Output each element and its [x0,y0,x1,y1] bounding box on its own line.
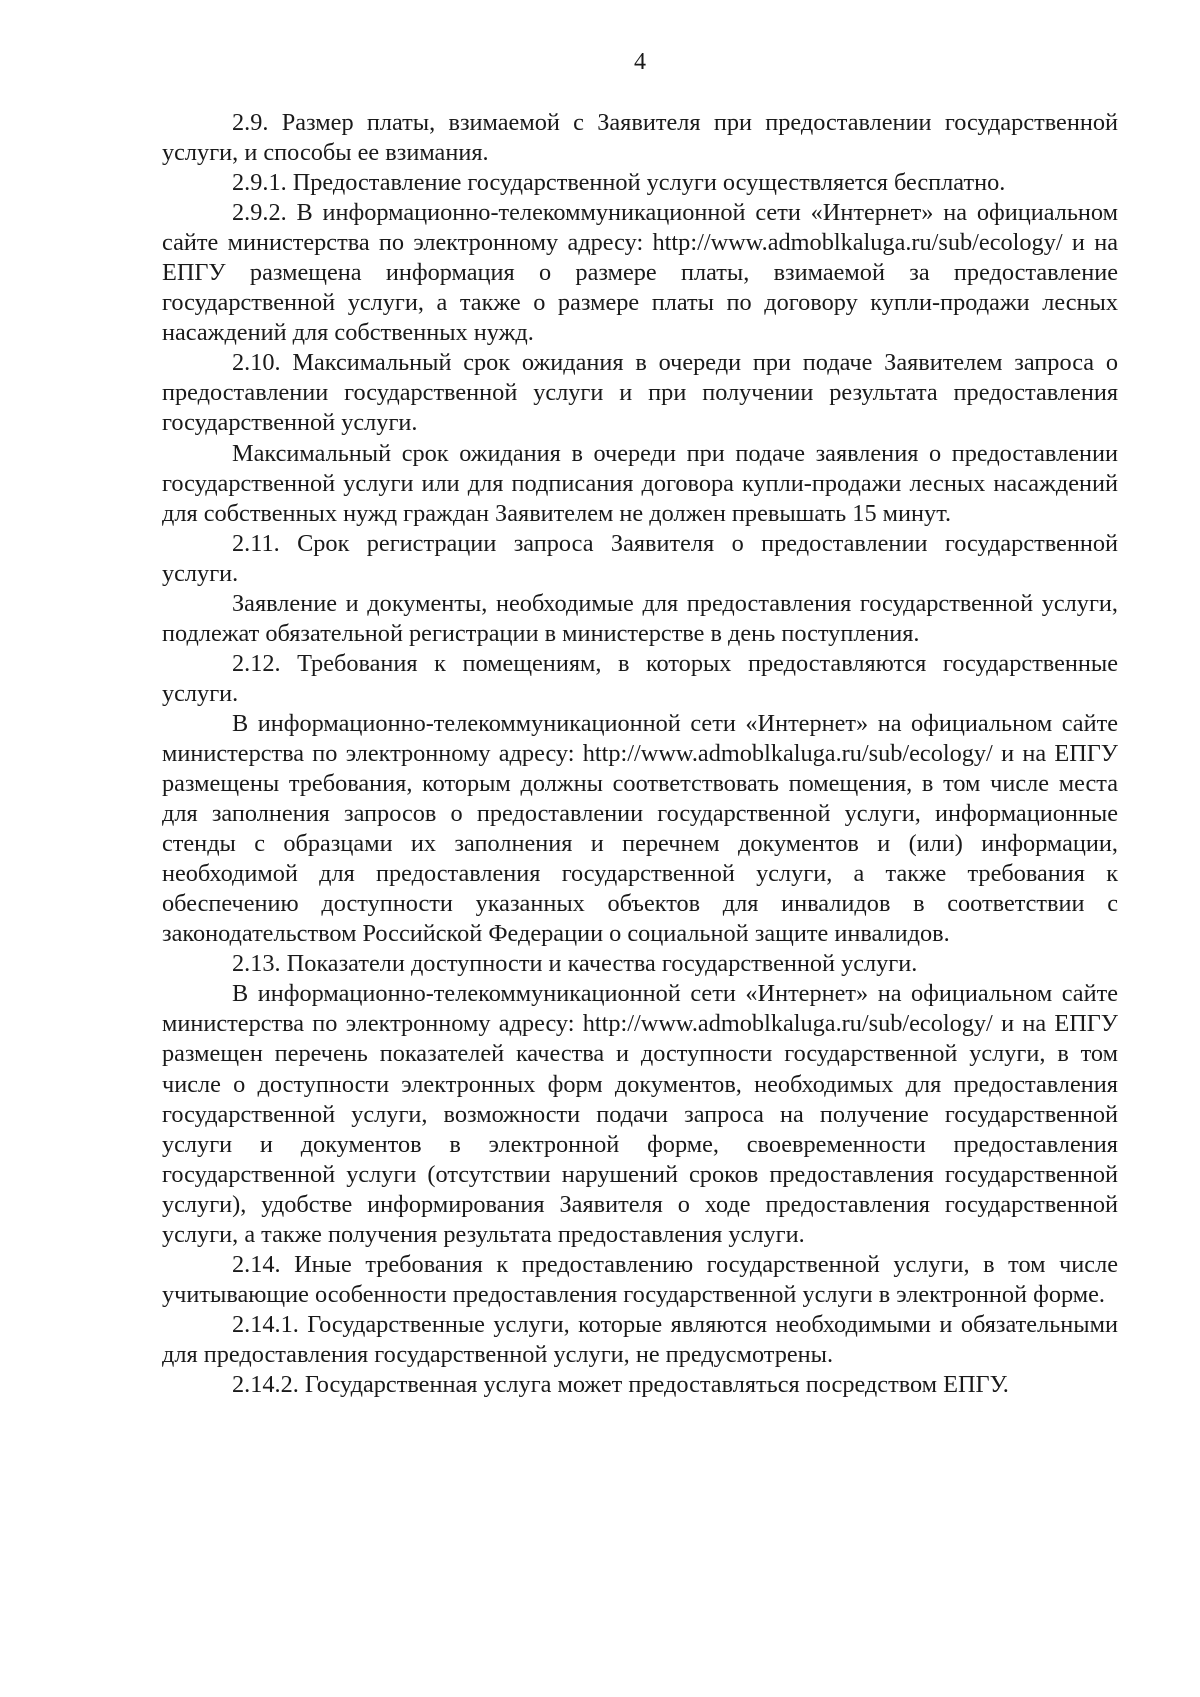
paragraph-2-11-text: Заявление и документы, необходимые для предоставления государственной услуги, подлежат обязательной регистрации в министерстве в день поступления. [162,589,1118,647]
paragraph-2-14-2: 2.14.2. Государственная услуга может предоставляться посредством ЕПГУ. [232,1370,1009,1398]
paragraph-2-14-1: 2.14.1. Государственные услуги, которые являются необходимыми и обязательными для предоставления государственной услуги, не предусмотрены. [162,1310,1118,1368]
paragraph-2-14: 2.14. Иные требования к предоставлению государственной услуги, в том числе учитывающие особенности предоставления государственной услуги в электронной форме. [162,1250,1118,1308]
paragraph-2-12: 2.12. Требования к помещениям, в которых предоставляются государственные услуги. [162,649,1118,707]
paragraph-2-12-text: В информационно-телекоммуникационной сети «Интернет» на официальном сайте министерства по электронному адресу: http://www.admoblkaluga.ru/sub/ecology/ и на ЕПГУ размещены требования, которым должны соответствовать помещения, в том числе места для заполнения запросов о предоставлении государственной услуги, информационные стенды с образцами их заполнения и перечнем документов и (или) информации, необходимой для предоставления государственной услуги, а также требования к обеспечению доступности указанных объектов для инвалидов в соответствии с законодательством Российской Федерации о социальной защите инвалидов. [162,709,1118,948]
paragraph-2-9: 2.9. Размер платы, взимаемой с Заявителя при предоставлении государственной услуги, и способы ее взимания. [162,109,1118,167]
paragraph-2-13-text: В информационно-телекоммуникационной сети «Интернет» на официальном сайте министерства по электронному адресу: http://www.admoblkaluga.ru/sub/ecology/ и на ЕПГУ размещен перечень показателей качества и доступности государственной услуги, в том числе о доступности электронных форм документов, необходимых для предоставления государственной услуги, возможности подачи запроса на получение государственной услуги и документов в электронной форме, своевременности предоставления государственной услуги (отсутствии нарушений сроков предоставления государственной услуги), удобстве информирования Заявителя о ходе предоставления государственной услуги, а также получения результата предоставления услуги. [162,980,1118,1248]
paragraph-2-13: 2.13. Показатели доступности и качества государственной услуги. [232,950,918,978]
paragraph-2-9-2: 2.9.2. В информационно-телекоммуникационной сети «Интернет» на официальном сайте министерства по электронному адресу: http://www.admoblkaluga.ru/sub/ecology/ и на ЕПГУ размещена информация о размере платы, взимаемой за предоставление государственной услуги, а также о размере платы по договору купли-продажи лесных насаждений для собственных нужд. [162,199,1118,347]
paragraph-2-10-text: Максимальный срок ожидания в очереди при подаче заявления о предоставлении государственной услуги или для подписания договора купли-продажи лесных насаждений для собственных нужд граждан Заявителем не должен превышать 15 минут. [162,439,1118,527]
document-body [162,108,1118,1400]
paragraph-2-10: 2.10. Максимальный срок ожидания в очереди при подаче Заявителем запроса о предоставлении государственной услуги и при получении результата предоставления государственной услуги. [162,349,1118,437]
paragraph-2-9-1: 2.9.1. Предоставление государственной услуги осуществляется бесплатно. [232,169,1006,197]
page-number: 4 [634,49,646,75]
paragraph-2-11: 2.11. Срок регистрации запроса Заявителя о предоставлении государственной услуги. [162,529,1118,587]
